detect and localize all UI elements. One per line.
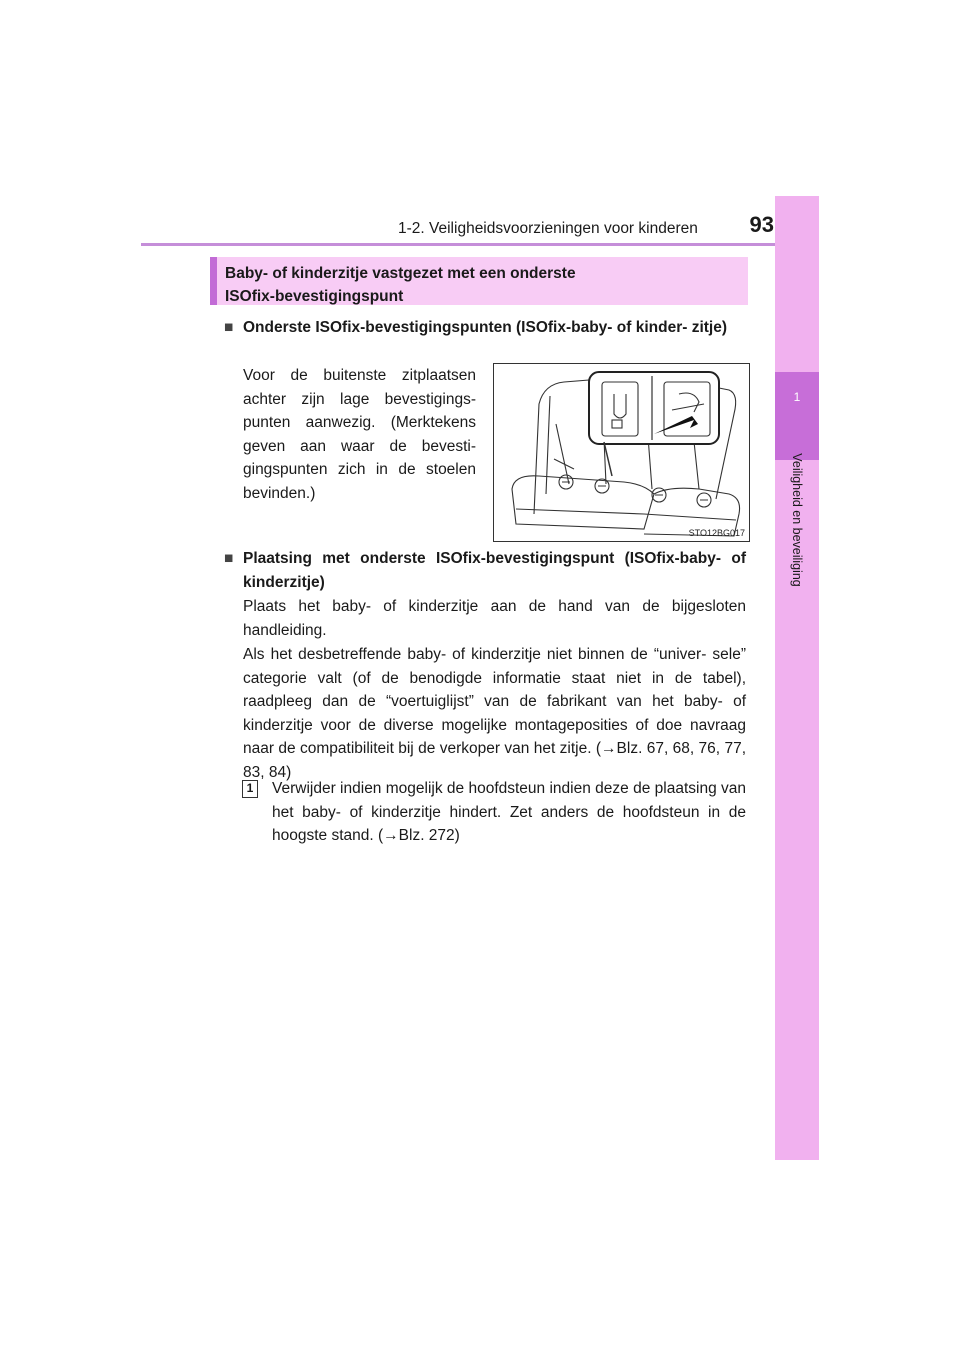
rear-seat-drawing [494,364,749,541]
isofix-anchor-illustration [493,363,750,542]
chapter-number: 1 [793,390,801,404]
step-number-badge: 1 [242,780,258,798]
header-section-title: 1-2. Veiligheidsvoorzieningen voor kinderen [398,220,698,237]
bullet2-paragraph-1: Plaats het baby- of kinderzitje aan de hand van de bijgesloten handleiding. [243,598,746,639]
page-number: 93 [749,212,774,237]
bullet-heading-placement [224,547,746,594]
bullet-heading-text: Onderste ISOfix-bevestigingspunten (ISOfix-baby- of kinder- zitje) [243,319,727,336]
section-title-line1: Baby- of kinderzitje vastgezet met een onderste [225,265,576,282]
bullet-heading-text: Plaatsing met onderste ISOfix-bevestigingspunt (ISOfix-baby- of kinderzitje) [243,550,746,591]
section-title-line2: ISOfix-bevestigingspunt [225,288,404,305]
chapter-side-tab [775,196,819,1160]
header-divider [141,243,819,246]
bullet-square-icon: ■ [224,319,234,336]
step-text: Verwijder indien mogelijk de hoofdsteun indien deze de plaatsing van het baby- of kinderzitje hindert. Zet anders de hoofdsteun in de hoogste stand. (→Blz. 272) [272,780,746,844]
section-title-box [210,257,748,305]
bullet1-paragraph: Voor de buitenste zitplaatsen achter zijn lage bevestigings- punten aanwezig. (Merktekens geven aan waar de bevesti- gingspunten zich in de stoelen bevinden.) [243,367,476,502]
figure-code: STO12BG017 [688,528,745,538]
chapter-side-tab-active [775,372,819,460]
bullet2-paragraph-2: Als het desbetreffende baby- of kinderzitje niet binnen de “univer- sele” categorie valt (of de benodigde informatie staat niet in de tabel), raadpleeg dan de “voertuiglijst” van de fabrikant van het baby- of kinderzitje voor de diverse mogelijke montageposities of doe navraag naar de compatibiliteit bij de verkoper van het zitje. (→Blz. 67, 68, 76, 77, 83, 84) [243,646,746,781]
bullet-heading-lower-anchors [224,316,746,340]
chapter-title: Veiligheid en beveiliging [790,453,804,587]
bullet-square-icon: ■ [224,550,234,567]
